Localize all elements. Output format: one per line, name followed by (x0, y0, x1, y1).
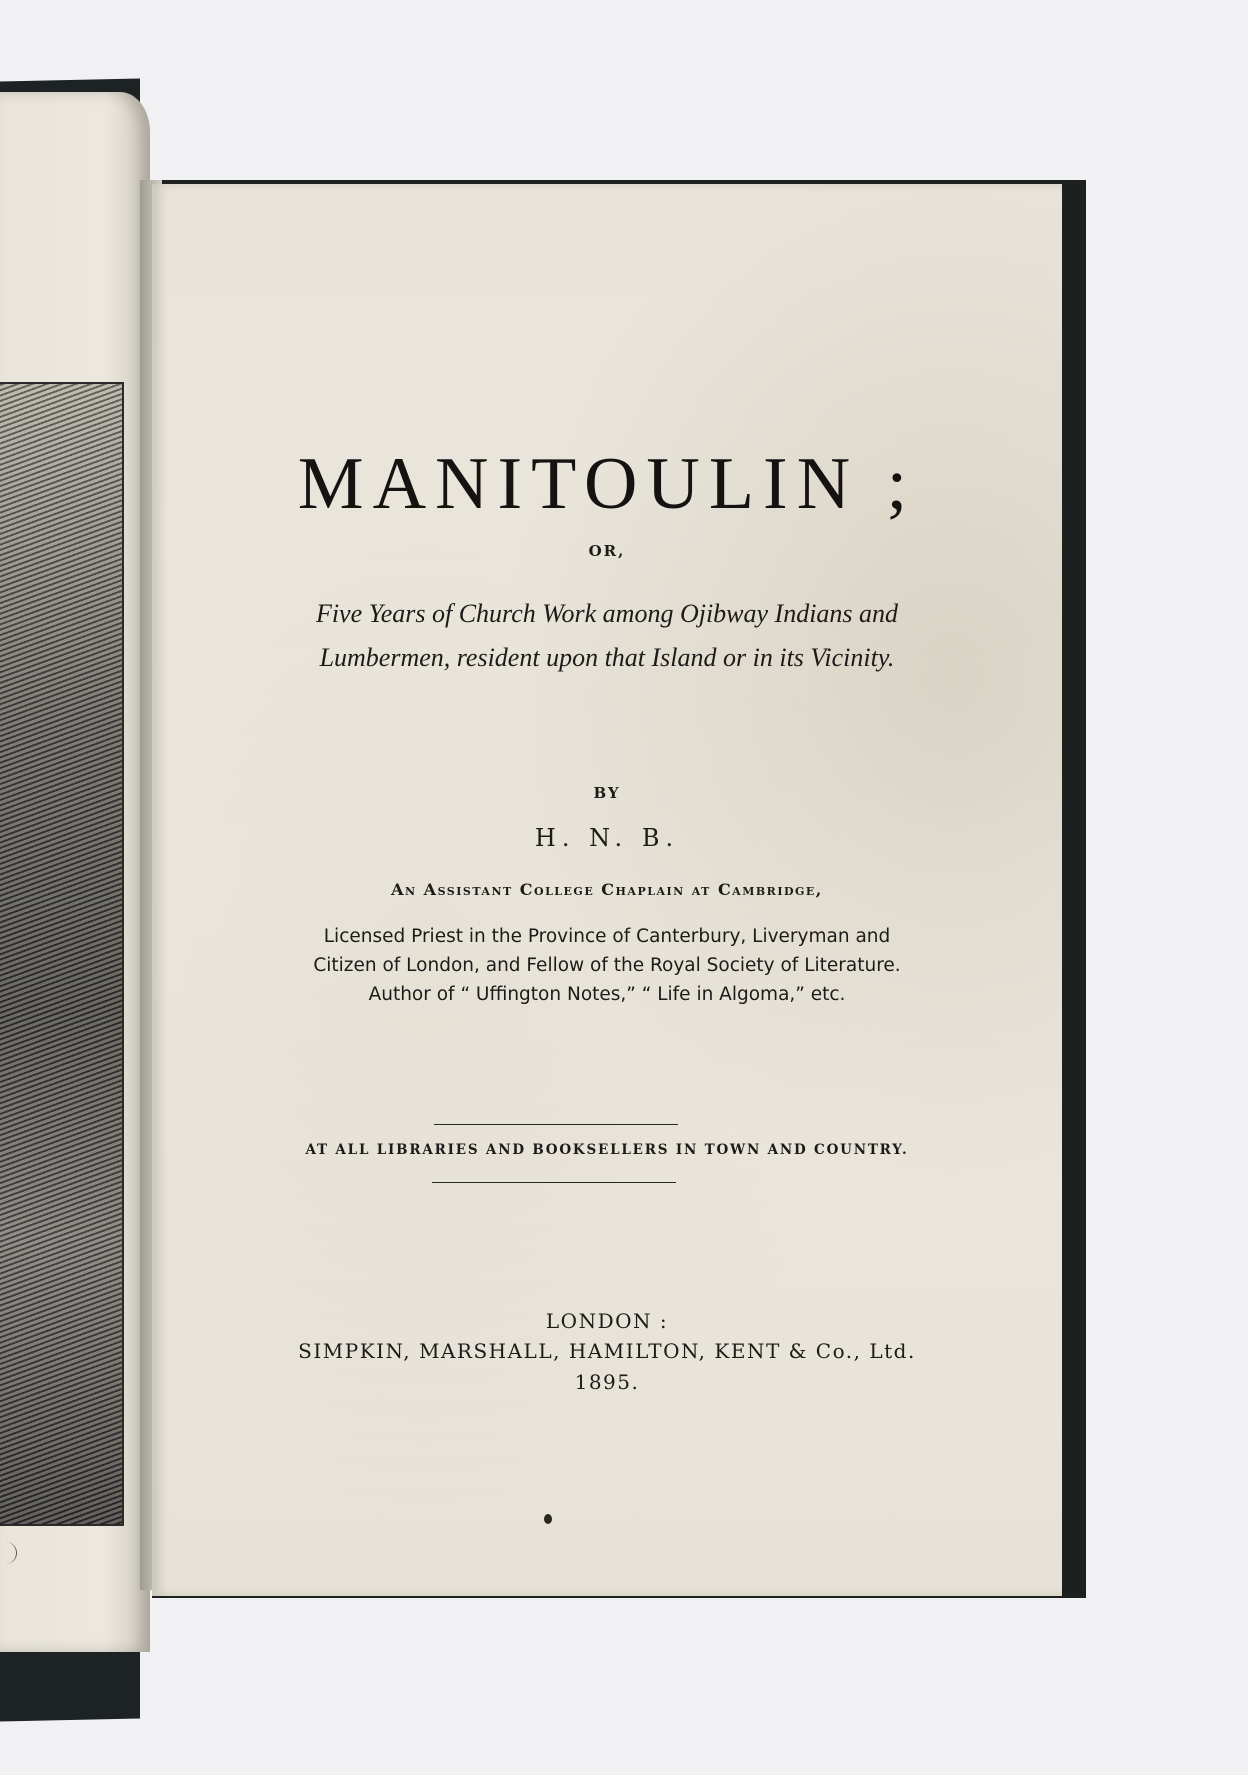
author-role: An Assistant College Chaplain at Cambridge, (391, 880, 823, 899)
credentials-line: Author of “ Uffington Notes,” “ Life in Algoma,” etc. (368, 984, 846, 1005)
author-credentials (212, 922, 1002, 1009)
credentials-line: Citizen of London, and Fellow of the Royal Society of Literature. (313, 955, 901, 976)
title-page (152, 184, 1062, 1596)
author-initials: H. N. B. (534, 824, 680, 852)
frontispiece-engraving (0, 382, 124, 1526)
divider-rule-top (434, 1124, 678, 1125)
imprint-year: 1895. (574, 1370, 640, 1394)
or-line: OR, (588, 542, 626, 560)
title-page-content (152, 184, 1062, 1596)
imprint-publisher: SIMPKIN, MARSHALL, HAMILTON, KENT & Co., Ltd. (298, 1339, 916, 1363)
credentials-line: Licensed Priest in the Province of Canterbury, Liveryman and (323, 926, 891, 947)
divider-rule-bottom (432, 1182, 676, 1183)
by-line: BY (593, 784, 621, 802)
left-page (0, 92, 150, 1652)
book-title: MANITOULIN ; (297, 443, 917, 525)
ink-speck (544, 1514, 552, 1524)
pencil-mark (6, 1542, 17, 1564)
imprint-place: LONDON : (545, 1309, 669, 1333)
book-subtitle: Five Years of Church Work among Ojibway Indians and Lumbermen, resident upon that Island or in its Vicinity. (315, 599, 899, 672)
distribution-notice: AT ALL LIBRARIES AND BOOKSELLERS IN TOWN AND COUNTRY. (305, 1142, 909, 1158)
